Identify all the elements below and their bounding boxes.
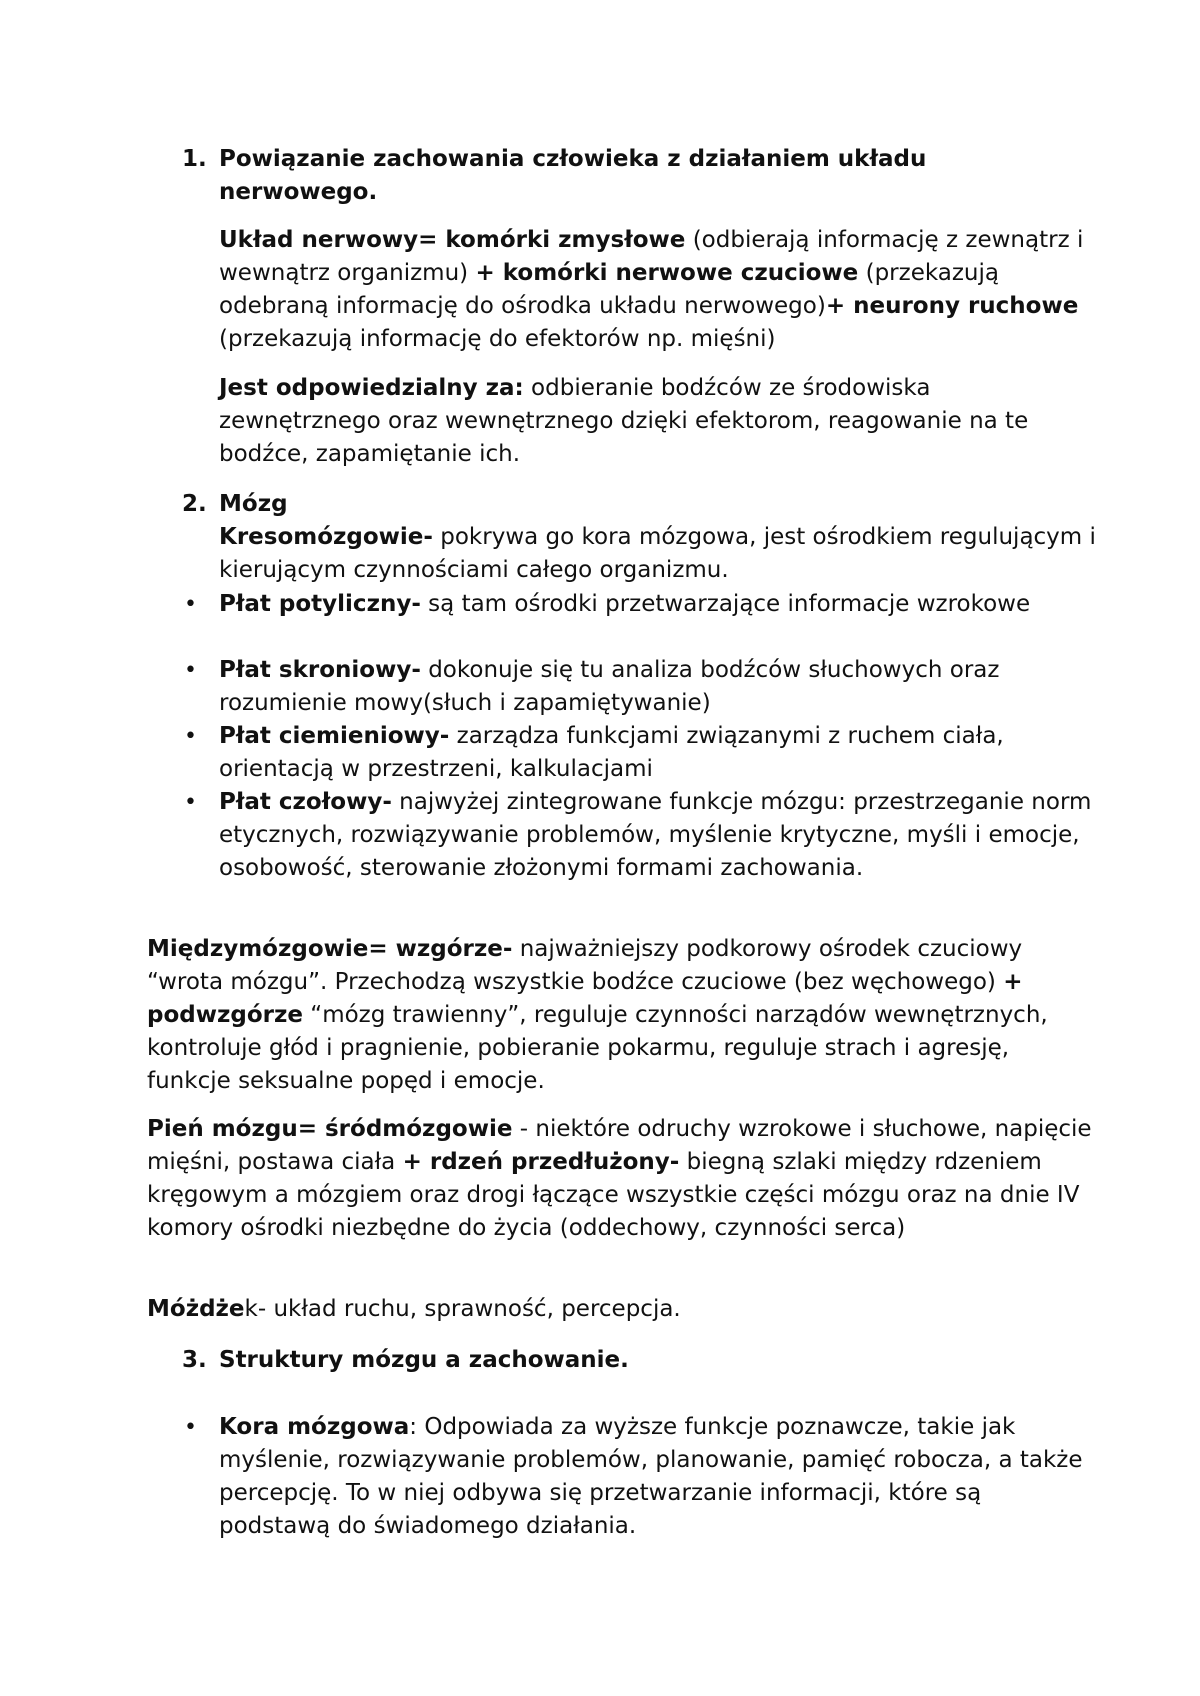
bullet-icon: • — [184, 658, 197, 683]
bullet-icon: • — [184, 1415, 197, 1440]
section-2-heading: Mózg — [219, 491, 288, 517]
cortex-item: Kora mózgowa: Odpowiada za wyższe funkcje poznawcze, takie jak myślenie, rozwiązywanie problemów, planowanie, pamięć robocza, a także percepcję. To w niej odbywa się przetwarzanie informacji, które są podstawą do świadomego działania. — [219, 1414, 1083, 1539]
bullet-icon: • — [184, 790, 197, 815]
diencephalon-paragraph: Międzymózgowie= wzgórze- najważniejszy podkorowy ośrodek czuciowy “wrota mózgu”. Przechodzą wszystkie bodźce czuciowe (bez węchowego) + podwzgórze “mózg trawienny”, reguluje czynności narządów wewnętrznych, kontroluje głód i pragnienie, pobieranie pokarmu, reguluje strach i agresję, funkcje seksualne popęd i emocje. — [147, 936, 1048, 1094]
section-1-heading-line1: Powiązanie zachowania człowieka z działaniem układu — [219, 146, 927, 172]
section-2-number: 2. — [182, 491, 207, 517]
lobe-frontal: Płat czołowy- najwyżej zintegrowane funkcje mózgu: przestrzeganie norm etycznych, rozwiązywanie problemów, myślenie krytyczne, myśli i emocje, osobowość, sterowanie złożonymi formami zachowania. — [219, 789, 1092, 881]
nervous-system-paragraph: Układ nerwowy= komórki zmysłowe (odbierają informację z zewnątrz i wewnątrz organizmu) + komórki nerwowe czuciowe (przekazują odebraną informację do ośrodka układu nerwowego)+ neurony ruchowe (przekazują informację do efektorów np. mięśni) — [219, 227, 1084, 352]
responsibility-paragraph: Jest odpowiedzialny za: odbieranie bodźców ze środowiska zewnętrznego oraz wewnętrznego dzięki efektorom, reagowanie na te bodźce, zapamiętanie ich. — [219, 375, 1029, 467]
lobe-parietal: Płat ciemieniowy- zarządza funkcjami związanymi z ruchem ciała, orientacją w przestrzeni, kalkulacjami — [219, 723, 1004, 782]
brainstem-paragraph: Pień mózgu= śródmózgowie - niektóre odruchy wzrokowe i słuchowe, napięcie mięśni, postawa ciała + rdzeń przedłużony- biegną szlaki między rdzeniem kręgowym a mózgiem oraz drogi łączące wszystkie części mózgu oraz na dnie IV komory ośrodki niezbędne do życia (oddechowy, czynności serca) — [147, 1116, 1092, 1241]
lobe-occipital: Płat potyliczny- są tam ośrodki przetwarzające informacje wzrokowe — [219, 591, 1031, 617]
bullet-icon: • — [184, 724, 197, 749]
lobe-temporal: Płat skroniowy- dokonuje się tu analiza bodźców słuchowych oraz rozumienie mowy(słuch i zapamiętywanie) — [219, 657, 1000, 716]
bullet-icon: • — [184, 592, 197, 617]
cerebellum-paragraph: Móżdżek- układ ruchu, sprawność, percepcja. — [147, 1296, 681, 1322]
section-1-heading — [219, 143, 1099, 209]
section-3-number: 3. — [182, 1347, 207, 1373]
section-3-heading: Struktury mózgu a zachowanie. — [219, 1347, 629, 1373]
section-1-heading-line2: nerwowego. — [219, 179, 378, 205]
section-1-number: 1. — [182, 146, 207, 172]
cerebrum-paragraph: Kresomózgowie- pokrywa go kora mózgowa, jest ośrodkiem regulującym i kierującym czynnościami całego organizmu. — [219, 524, 1096, 583]
